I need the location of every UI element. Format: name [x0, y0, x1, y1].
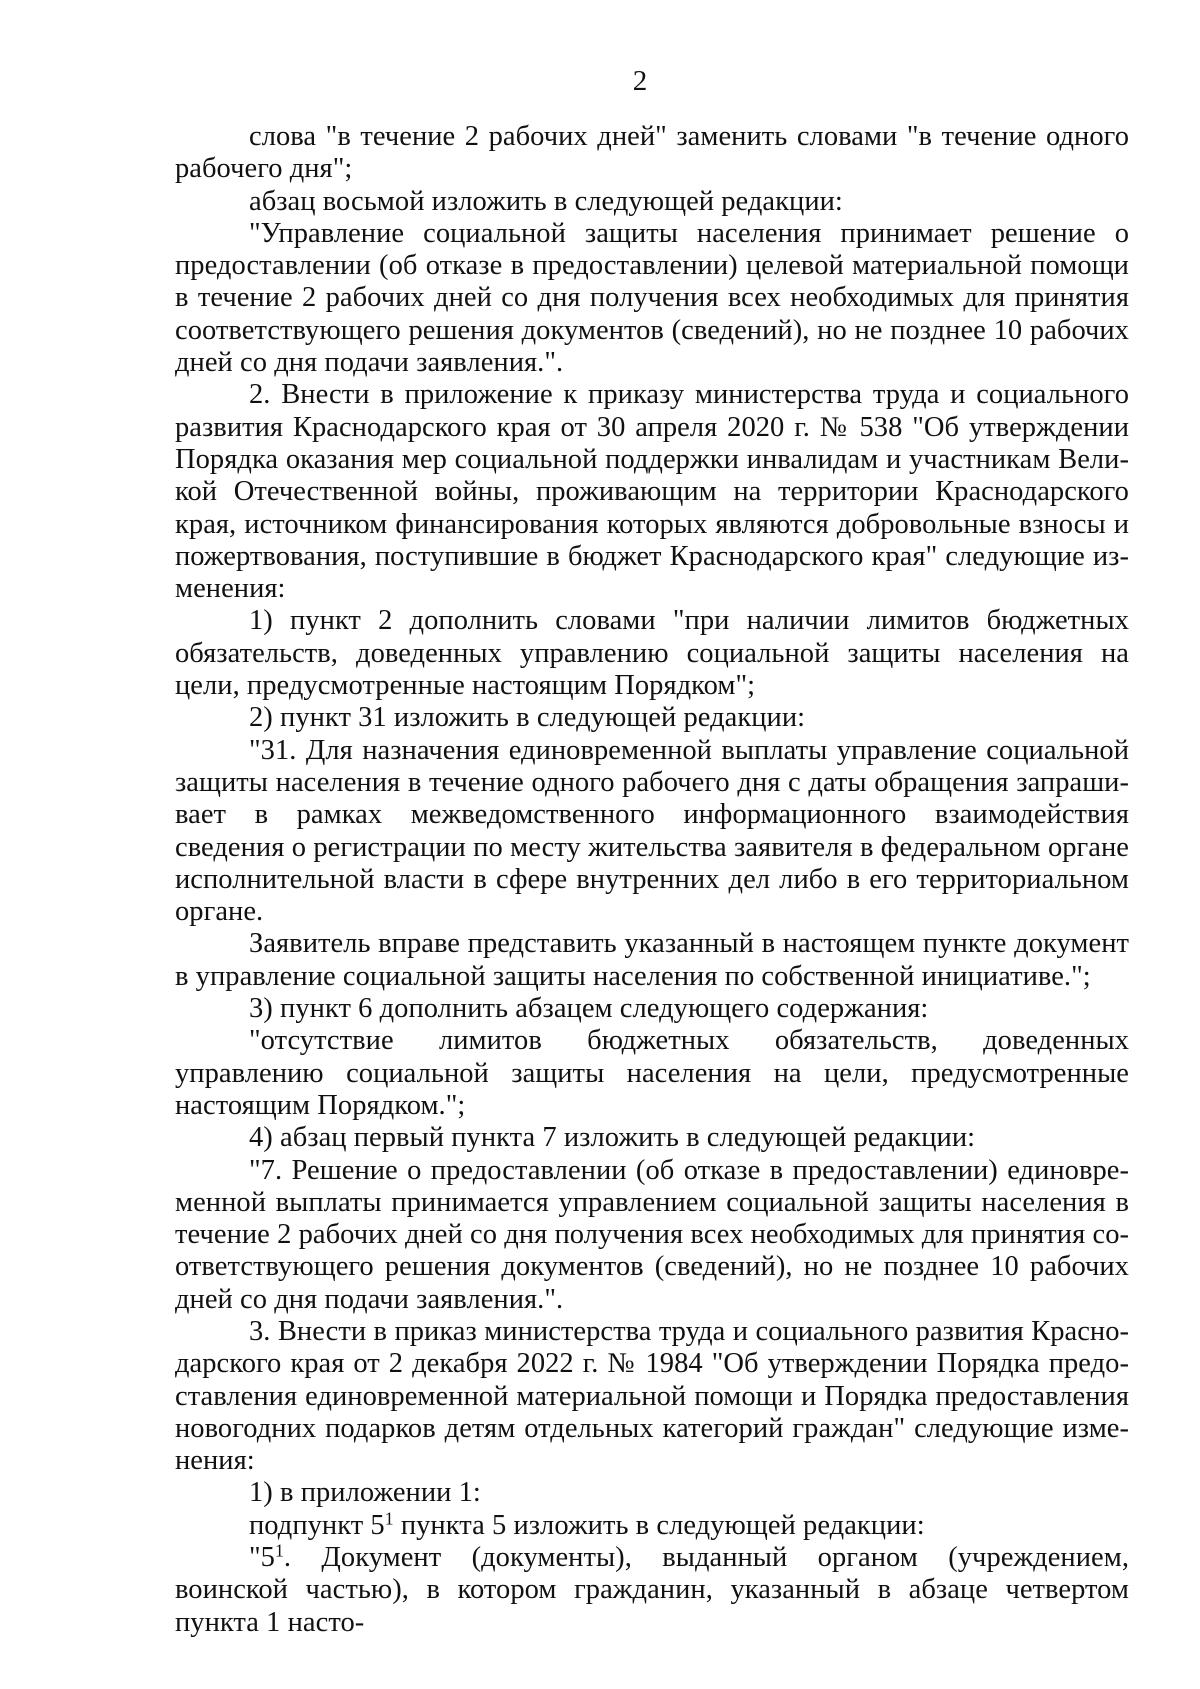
paragraph: 2. Внести в приложение к приказу министерства труда и социального развития Краснодарского края от 30 апреля 2020 г. № 538 "Об утверждении Порядка оказания мер социальной поддержки инвалидам и участникам Великой Отечественной войны, проживающим на территории Краснодарского края, источником финансирования которых являются добровольные взносы и пожертвования, поступившие в бюджет Краснодарского края" следующие изменения: [175, 379, 1129, 605]
paragraph: 3) пункт 6 дополнить абзацем следующего содержания: [249, 993, 929, 1025]
text-segment: пункта 5 изложить в следующей редакции: [393, 1509, 925, 1541]
paragraph: 4) абзац первый пункта 7 изложить в следующей редакции: [249, 1122, 976, 1154]
paragraph: "отсутствие лимитов бюджетных обязательств, доведенных управлению социальной защиты населения на цели, предусмотренные настоящим Порядком."; [175, 1025, 1129, 1121]
paragraph: "7. Решение о предоставлении (об отказе в предоставлении) единовременной выплаты принимается управлением социальной защиты населения в течение 2 рабочих дней со дня получения всех необходимых для принятия соответствующего решения документов (сведений), но не позднее 10 рабочих дней со дня подачи заявления.". [175, 1154, 1129, 1315]
paragraph-with-superscript [175, 1542, 1129, 1639]
paragraph: "31. Для назначения единовременной выплаты управление социальной защиты населения в течение одного рабочего дня с даты обращения запрашивает в рамках межведомственного информационного взаимодействия сведения о регистрации по месту жительства заявителя в федеральном органе исполнительной власти в сфере внутренних дел либо в его территориальном органе. [175, 734, 1129, 928]
paragraph: 3. Внести в приказ министерства труда и социального развития Краснодарского края от 2 декабря 2022 г. № 1984 "Об утверждении Порядка предоставления единовременной материальной помощи и Порядка предоставления новогодних подарков детям отдельных категорий граждан" следующие изменения: [175, 1315, 1129, 1477]
paragraph: Заявитель вправе представить указанный в настоящем пункте документ в управление социальной защиты населения по собственной инициативе."; [175, 928, 1129, 992]
paragraph-with-superscript [175, 1510, 1129, 1542]
paragraph: 1) пункт 2 дополнить словами "при наличии лимитов бюджетных обязательств, доведенных управлению социальной защиты населения на цели, предусмотренные настоящим Порядком"; [175, 605, 1129, 702]
text-segment: . Документ (документы), выданный органом (учреждением, воинской частью), в котором гражданин, указанный в абзаце четвертом пункта 1 насто- [175, 1542, 1129, 1638]
page-number: 2 [632, 65, 648, 97]
paragraph: 2) пункт 31 изложить в следующей редакции: [249, 702, 806, 734]
paragraph: "Управление социальной защиты населения принимает решение о предоставлении (об отказе в предоставлении) целевой материальной помощи в течение 2 рабочих дней со дня получения всех необходимых для принятия соответствующего решения документов (сведений), но не позднее 10 рабочих дней со дня подачи заявления.". [175, 217, 1129, 379]
text-segment: "5 [249, 1542, 275, 1574]
superscript: 1 [274, 1540, 284, 1561]
paragraph: слова "в течение 2 рабочих дней" заменить словами "в течение одного рабочего дня"; [175, 121, 1129, 185]
paragraph: абзац восьмой изложить в следующей редакции: [249, 185, 843, 217]
paragraph: 1) в приложении 1: [249, 1477, 481, 1509]
superscript: 1 [384, 1508, 394, 1529]
text-segment: подпункт 5 [249, 1509, 385, 1541]
document-body [175, 121, 1129, 1639]
